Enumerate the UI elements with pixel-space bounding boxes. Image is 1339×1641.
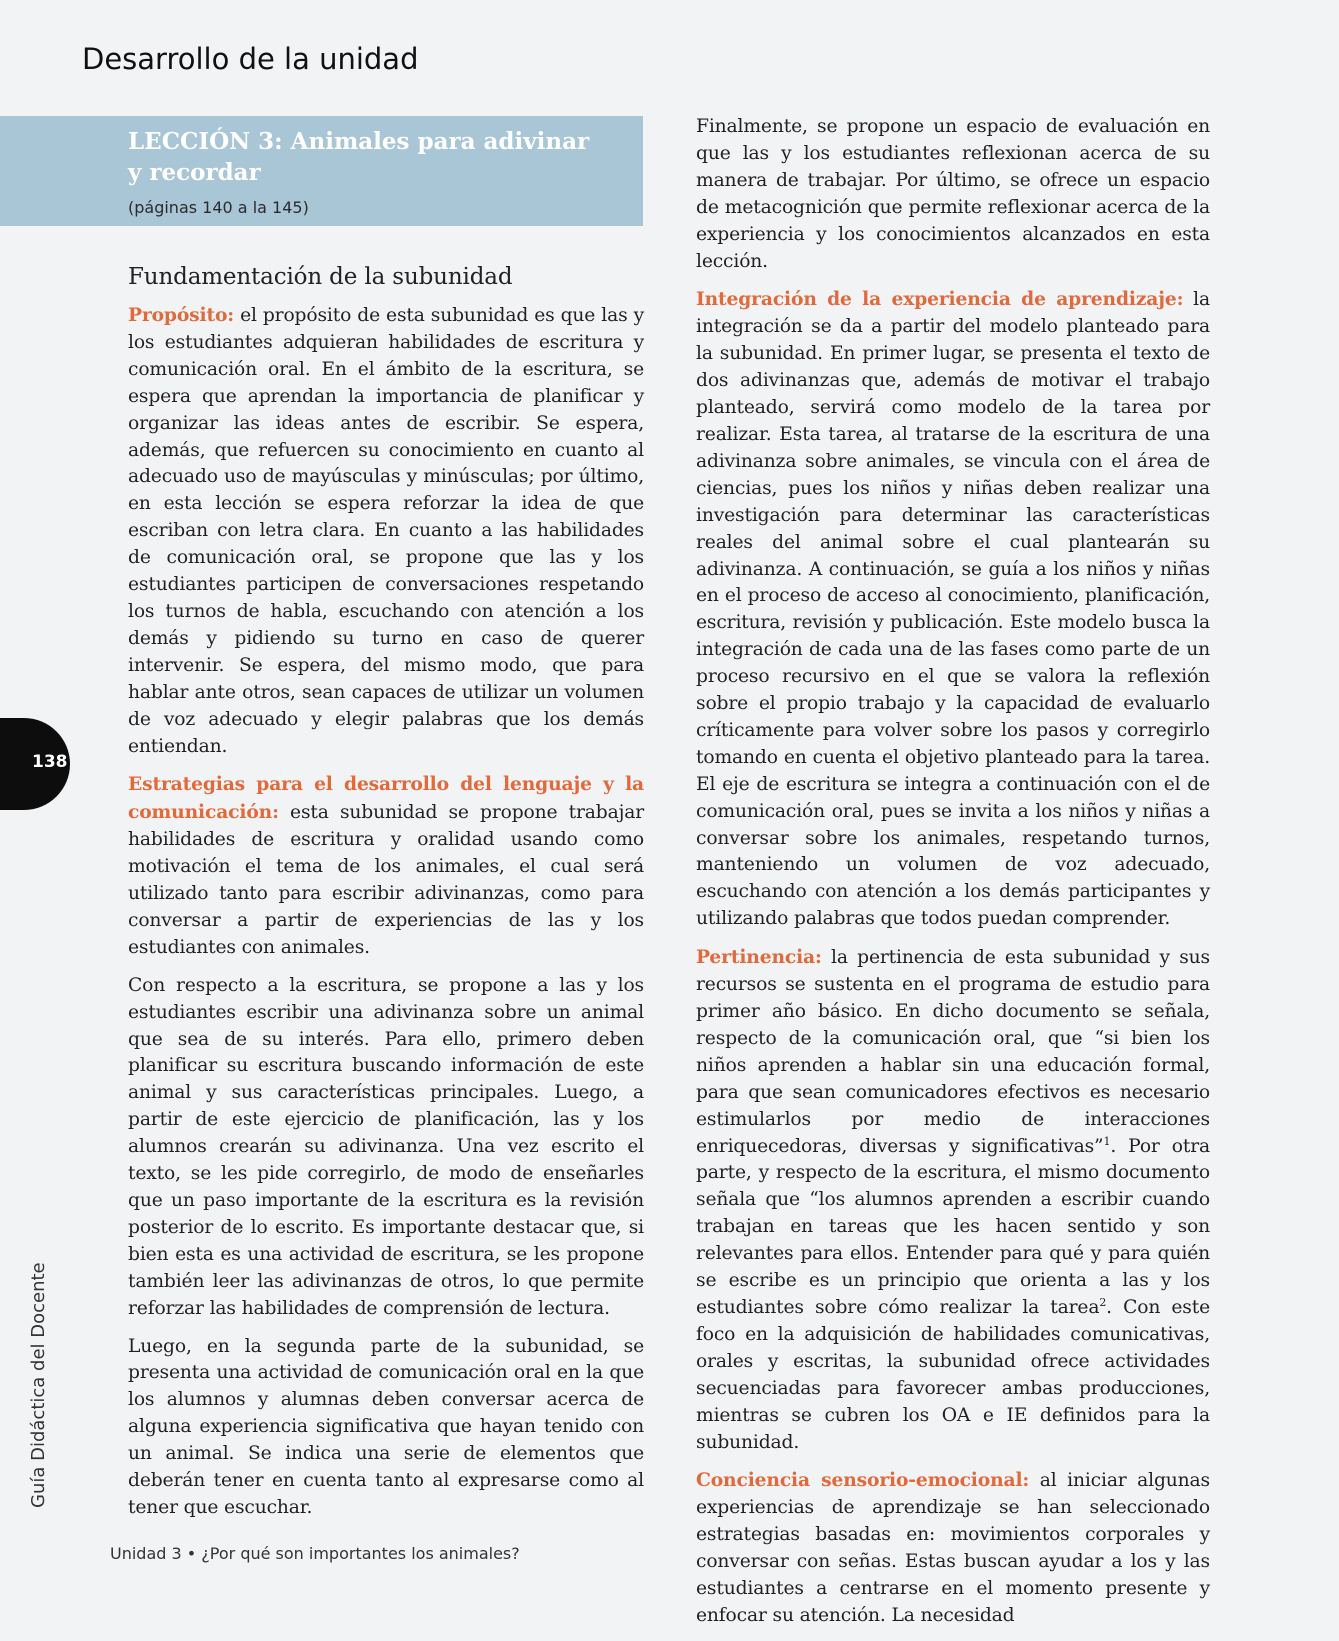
lesson-title: LECCIÓN 3: Animales para adivinar y recordar: [128, 128, 590, 186]
paragraph-text: el propósito de esta subunidad es que las y los estudiantes adquieran habilidades de escritura y comunicación oral. En el ámbito de la escritura, se espera que aprendan la importancia de planificar y organizar las ideas antes de escribir. Se espera, además, que refuercen su conocimiento en cuanto al adecuado uso de mayúsculas y minúsculas; por último, en esta lección se espera reforzar la idea de que escriban con letra clara. En cuanto a las habilidades de comunicación oral, se propone que las y los estudiantes participen de conversaciones respetando los turnos de habla, escuchando con atención a los demás y pidiendo su turno en caso de querer intervenir. Se espera, del mismo modo, que para hablar ante otros, sean capaces de utilizar un volumen de voz adecuado y elegir palabras que los demás entiendan.: [128, 305, 644, 757]
paragraph-estrategias: [128, 771, 644, 961]
footer-unit: Unidad 3 • ¿Por qué son importantes los animales?: [110, 1544, 520, 1563]
side-label: Guía Didáctica del Docente: [28, 1262, 49, 1508]
paragraph-text: la pertinencia de esta subunidad y sus recursos se sustenta en el programa de estudio para primer año básico. En dicho documento se señala, respecto de la comunicación oral, que “si bien los niños aprenden a hablar sin una educación formal, para que sean comunicadores efectivos es necesario estimularlos por medio de interacciones enriquecedoras, diversas y significativas”: [696, 947, 1210, 1157]
page-number-tab: [0, 718, 70, 810]
paragraph-integracion: [696, 286, 1210, 933]
page-number: 138: [32, 752, 68, 772]
footnote-ref-2: 2: [1099, 1295, 1107, 1309]
lesson-banner: [0, 116, 643, 226]
paragraph-text: esta subunidad se propone trabajar habilidades de escritura y oralidad usando como motivación el tema de los animales, el cual será utilizado tanto para escribir adivinanzas, como para conversar a partir de experiencias de las y los estudiantes con animales.: [128, 802, 644, 958]
section-title: Fundamentación de la subunidad: [128, 264, 513, 290]
lesson-pages: (páginas 140 a la 145): [128, 198, 309, 217]
paragraph-text: la integración se da a partir del modelo planteado para la subunidad. En primer lugar, se presenta el texto de dos adivinanzas que, además de motivar el trabajo planteado, servirá como modelo de la tarea por realizar. Esta tarea, al tratarse de la escritura de una adivinanza sobre animales, se vincula con el área de ciencias, pues los niños y niñas deben realizar una investigación para determinar las características reales del animal sobre el cual plantearán su adivinanza. A continuación, se guía a los niños y niñas en el proceso de acceso al conocimiento, planificación, escritura, revisión y publicación. Este modelo busca la integración de cada una de las fases como parte de un proceso recursivo en el que se valora la reflexión sobre el propio trabajo y la capacidad de evaluarlo críticamente para volver sobre los pasos y corregirlo tomando en cuenta el objetivo planteado para la tarea. El eje de escritura se integra a continuación con el de comunicación oral, pues se invita a los niños y niñas a conversar sobre los animales, respetando turnos, manteniendo un volumen de voz adecuado, escuchando con atención a los demás participantes y utilizando palabras que todos puedan comprender.: [696, 289, 1210, 930]
paragraph-conciencia: [696, 1467, 1210, 1629]
keyword-pertinencia: Pertinencia:: [696, 946, 822, 969]
right-column: [696, 114, 1210, 1641]
paragraph-escritura: Con respecto a la escritura, se propone a las y los estudiantes escribir una adivinanza sobre un animal que sea de su interés. Para ello, primero deben planificar su escritura buscando información de este animal y sus características principales. Luego, a partir de este ejercicio de planificación, las y los alumnos crearán su adivinanza. Una vez escrito el texto, se les pide corregirlo, de modo de enseñarles que un paso importante de la escritura es la revisión posterior de lo escrito. Es importante destacar que, si bien esta es una actividad de escritura, se les propone también leer las adivinanzas de otros, lo que permite reforzar las habilidades de comprensión de lectura.: [128, 974, 644, 1319]
paragraph-segunda-parte: Luego, en la segunda parte de la subunidad, se presenta una actividad de comunicación oral en la que los alumnos y alumnas deben conversar acerca de alguna experiencia significativa que hayan tenido con un animal. Se indica una serie de elementos que deberán tener en cuenta tanto al expresarse como al tener que escuchar.: [128, 1335, 644, 1518]
keyword-conciencia: Conciencia sensorio-emocional:: [696, 1469, 1030, 1492]
paragraph-text: . Con este foco en la adquisición de habilidades comunicativas, orales y escritas, la subunidad ofrece actividades secuenciadas para favorecer ambas producciones, mientras se cubren los OA e IE definidos para la subunidad.: [696, 1296, 1210, 1453]
paragraph-text: al iniciar algunas experiencias de aprendizaje se han seleccionado estrategias basadas en: movimientos corporales y conversar con señas. Estas buscan ayudar a los y las estudiantes a centrarse en el momento presente y enfocar su atención. La necesidad: [696, 1470, 1210, 1626]
keyword-integracion: Integración de la experiencia de aprendizaje:: [696, 288, 1184, 311]
paragraph-pertinencia: [696, 944, 1210, 1456]
keyword-proposito: Propósito:: [128, 304, 235, 326]
paragraph-finalmente: Finalmente, se propone un espacio de evaluación en que las y los estudiantes reflexionan acerca de su manera de trabajar. Por último, se ofrece un espacio de metacognición que permite reflexionar acerca de la experiencia y los conocimientos alcanzados en esta lección.: [696, 116, 1210, 272]
paragraph-text: . Por otra parte, y respecto de la escritura, el mismo documento señala que “los alumnos aprenden a escribir cuando trabajan en tareas que les hacen sentido y son relevantes para ellos. Entender para qué y para quién se escribe es un principio que orienta a las y los estudiantes sobre cómo realizar la tarea: [696, 1135, 1210, 1318]
paragraph-proposito: [128, 302, 644, 760]
keyword-estrategias: Estrategias para el desarrollo del lenguaje y la comunicación:: [128, 773, 644, 824]
page-title: Desarrollo de la unidad: [82, 42, 419, 76]
left-column: [128, 262, 644, 1533]
footnote-ref-1: 1: [1103, 1134, 1111, 1148]
